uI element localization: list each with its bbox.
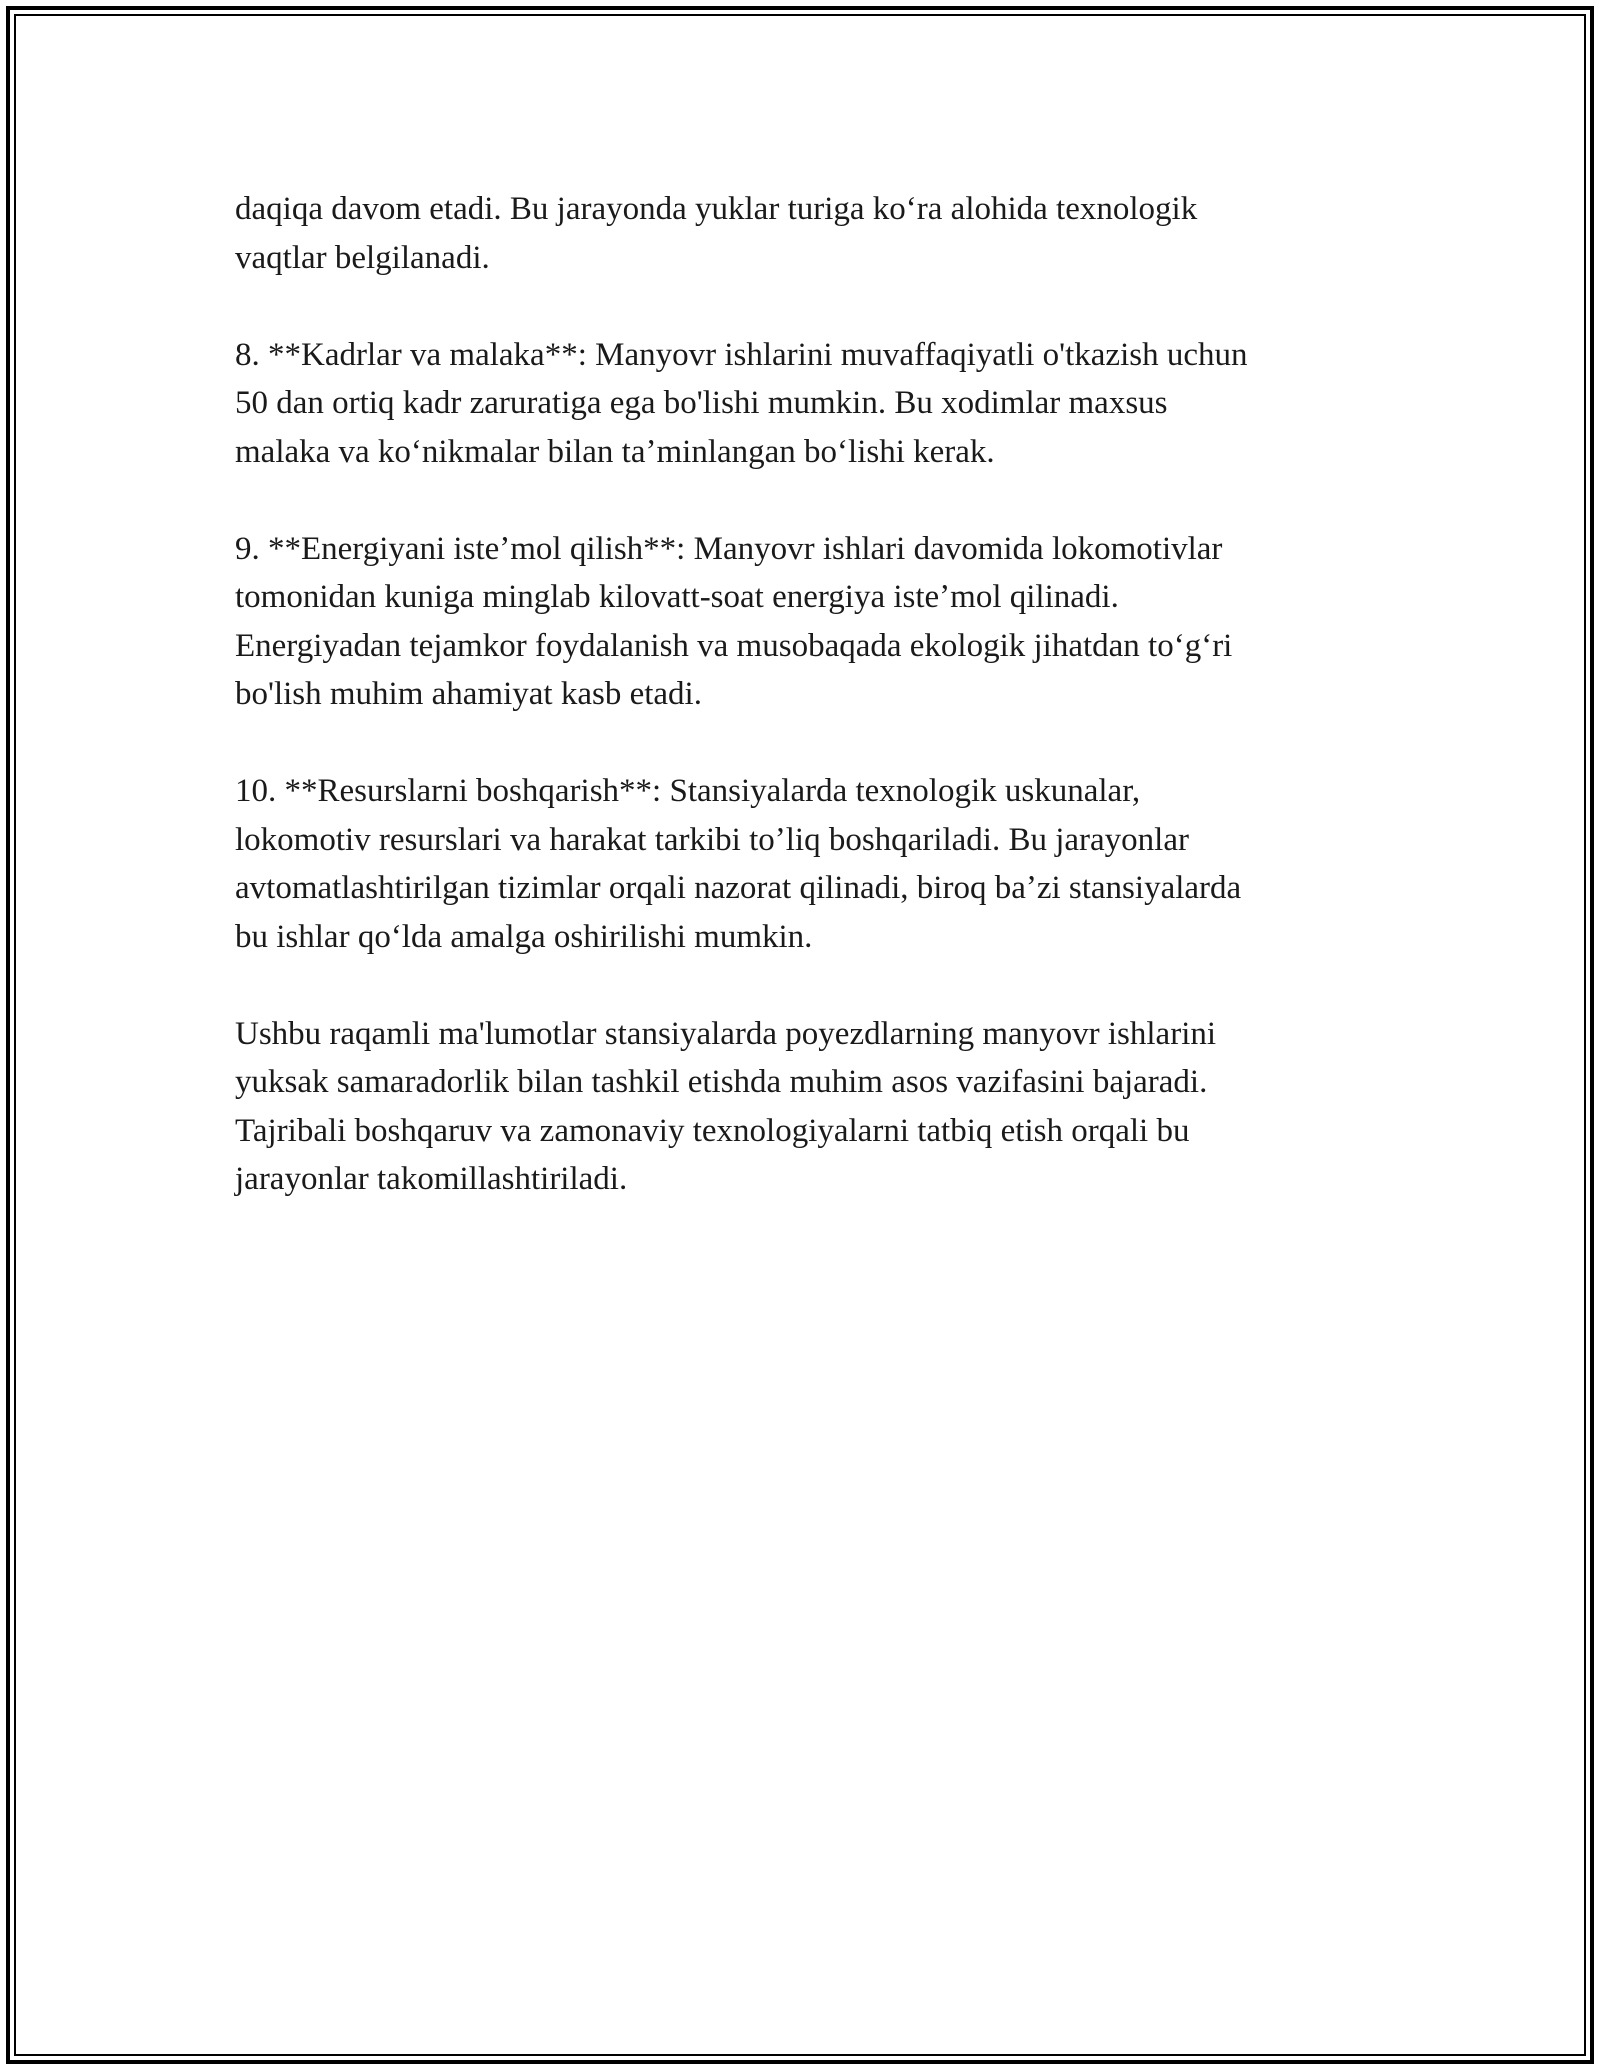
paragraph-item-10: 10. **Resurslarni boshqarish**: Stansiyalarda texnologik uskunalar, lokomotiv resurslari va harakat tarkibi toʼliq boshqariladi. Bu jarayonlar avtomatlashtirilgan tizimlar orqali nazorat qilinadi, biroq baʼzi stansiyalarda bu ishlar qoʻlda amalga oshirilishi mumkin. (235, 773, 1242, 955)
paragraph-continuation: daqiqa davom etadi. Bu jarayonda yuklar turiga koʻra alohida texnologik vaqtlar belgilanadi. (235, 191, 1198, 276)
paragraph-item-8: 8. **Kadrlar va malaka**: Manyovr ishlarini muvaffaqiyatli o'tkazish uchun 50 dan ortiq kadr zaruratiga ega bo'lishi mumkin. Bu xodimlar maxsus malaka va koʻnikmalar bilan taʼminlangan boʻlishi kerak. (235, 336, 1248, 470)
document-body (235, 185, 1375, 1252)
paragraph-item-9: 9. **Energiyani isteʼmol qilish**: Manyovr ishlari davomida lokomotivlar tomonidan kuniga minglab kilovatt-soat energiya isteʼmol qilinadi. Energiyadan tejamkor foydalanish va musobaqada ekologik jihatdan toʻgʻri bo'lish muhim ahamiyat kasb etadi. (235, 530, 1233, 712)
paragraph-conclusion: Ushbu raqamli ma'lumotlar stansiyalarda poyezdlarning manyovr ishlarini yuksak samaradorlik bilan tashkil etishda muhim asos vazifasini bajaradi. Tajribali boshqaruv va zamonaviy texnologiyalarni tatbiq etish orqali bu jarayonlar takomillashtiriladi. (235, 1015, 1217, 1197)
